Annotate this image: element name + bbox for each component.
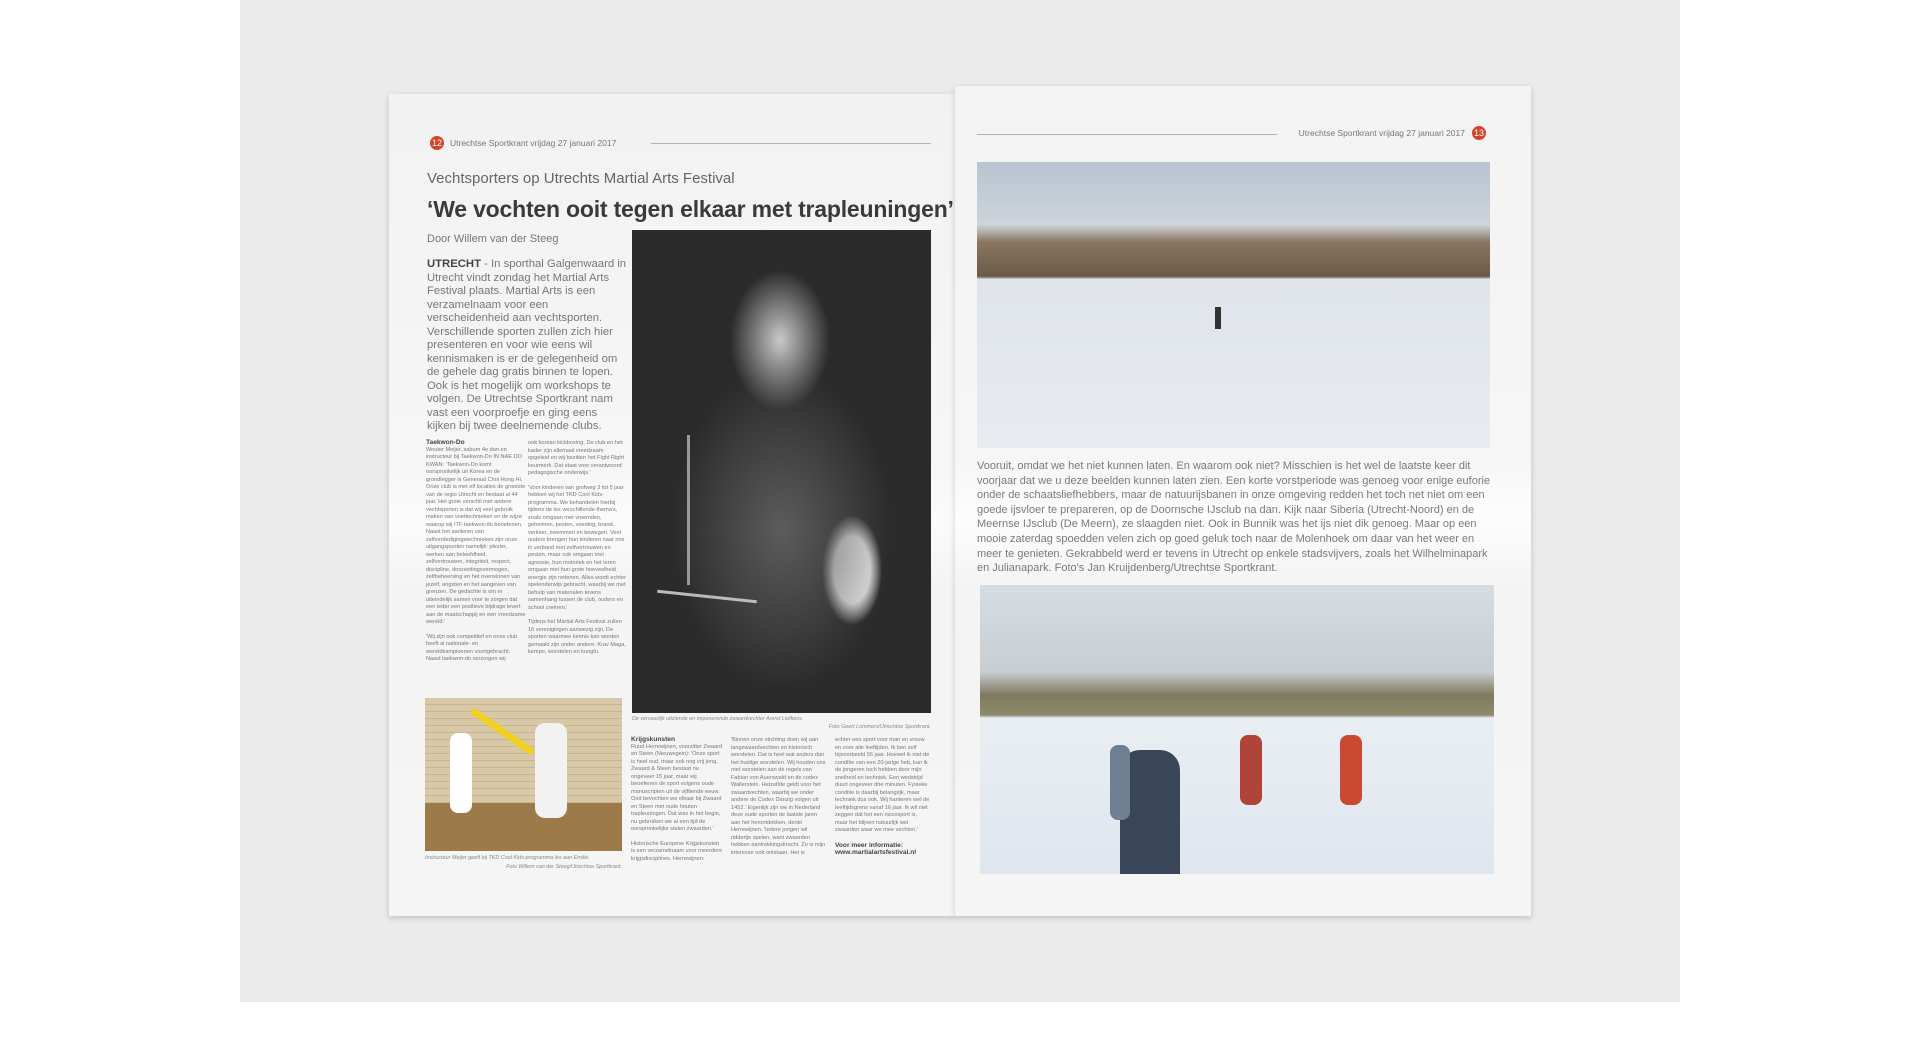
section-heading-taekwondo: Taekwon-Do <box>426 439 465 446</box>
column-taekwondo-2 <box>528 440 626 664</box>
header-rule <box>651 143 931 144</box>
page-number-badge: 12 <box>431 138 442 148</box>
article-subtitle: Vechtsporters op Utrechts Martial Arts Festival <box>427 170 735 187</box>
skaters-group-photo <box>980 585 1494 874</box>
page-header: Utrechtse Sportkrant vrijdag 27 januari 2017 <box>450 138 617 148</box>
paragraph: Historische Europese Krijgskunsten is een verzamelnaam voor meerdere krijgsdisciplines. Herrewijnen: <box>631 840 723 862</box>
paragraph: 'Binnen onze stichting doen wij aan langzwaardvechten en historisch worstelen. Dat is heel wat anders dan het huidige worstelen. Wij houden ons met worstelen aan de regels van Fabian von Auerswald en de codex Wallerstein. Hetzelfde geldt voor het zwaardvechten, waarbij we onder andere de Codex Danzig volgen uit 1452.' Eigenlijk zijn we in Nederland deze oude sporten de laatste jaren aan het herontdekken, denkt Herrewijnen. 'Iedere jongen wil riddertje spelen, want zwaarden hebben aantrekkingskracht. Zo is mijn interesse ook ontstaan. Het is <box>731 737 826 856</box>
column-krijgskunsten-1 <box>631 736 723 870</box>
foam-stick <box>470 707 535 756</box>
column-taekwondo-1 <box>426 439 526 671</box>
instructor-figure <box>535 723 567 818</box>
section-heading-krijgskunsten: Krijgskunsten <box>631 736 675 743</box>
more-info-label: Voor meer informatie: <box>835 841 904 849</box>
page-header: Utrechtse Sportkrant vrijdag 27 januari 2017 <box>1298 128 1465 138</box>
skater-figure <box>1110 745 1130 820</box>
more-info-link[interactable]: www.martialartsfestival.nl <box>835 849 917 856</box>
photo1-credit: Foto Willem van der Steeg/Utrechtse Sportkrant. <box>506 864 622 870</box>
dateline: UTRECHT <box>427 258 481 270</box>
right-page <box>955 86 1531 916</box>
article-intro <box>427 258 627 434</box>
taekwondo-photo <box>425 698 622 851</box>
skating-lake-photo <box>977 162 1490 448</box>
photo1-caption: Instructeur Meijer geeft bij TKD Cool Kids-programma les aan Emilie. <box>425 855 590 861</box>
byline: Door Willem van der Steeg <box>427 233 559 245</box>
paragraph: echter een sport voor man en vrouw en voor alle leeftijden. Ik ben zelf bijvoorbeeld 56 jaar. Hoewel ik niet de conditie van een 20-jarige heb, kan ik de jongeren toch hebben door mijn snelheid en techniek. Een wedstrijd duurt ongeveer drie minuten. Fysieke conditie is daarbij belangrijk, maar techniek dus ook. Wij hanteren wel de leeftijdsgrens vanaf 16 jaar. Ik wil niet zeggen dat het een risicosport is, maar het blijven natuurlijk wel zwaarden waar we mee vechten.' <box>835 737 930 833</box>
photo-story-text: Vooruit, omdat we het niet kunnen laten. En waarom ook niet? Misschien is het wel de laatste keer dit voorjaar dat we u deze beelden kunnen laten zien. Een korte vorstperiode was genoeg voor enige euforie onder de schaatsliefhebbers, maar de natuurijsbanen in onze omgeving redden het toch net niet om een goede ijsvloer te prepareren, op de Doornsche IJsclub na dan. Kijk naar Siberia (Utrecht-Noord) en de Meernse IJsclub (De Meern), ze slaagden niet. Ook in Bunnik was het ijs niet dik genoeg. Maar op een mooie zaterdag spoedden velen zich op goed geluk toch naar de Molenhoek om daar van het weer en meer te genieten. Gekrabbeld werd er tevens in Utrecht op enkele stadsvijvers, zoals het Wilhelminapark en Julianapark. Foto's Jan Kruijdenberg/Utrechtse Sportkrant. <box>977 460 1491 575</box>
skater-figure <box>1340 735 1362 805</box>
page-number-badge: 13 <box>1473 128 1484 138</box>
header-rule <box>977 134 1277 135</box>
paragraph: Tijdens het Martial Arts Festival zullen 16 verenigingen aanwezig zijn. De sporten waarmee kennis kan worden gemaakt zijn onder andere: Krav Maga, kempo, worstelen en kungfu. <box>528 619 626 655</box>
column-krijgskunsten-3 <box>835 737 931 857</box>
sword-hilt <box>687 435 690 585</box>
column-krijgskunsten-2 <box>731 737 827 864</box>
paragraph: Wouter Meijer, sabum 4e dan en instructeur bij Taekwon-Do IN NAE DO KWAN: 'Taekwon-Do komt oorspronkelijk uit Korea en de grondlegger is Generaal Choi Hong Hi. Onze club is met elf locaties de grootste van de regio Utrecht en bestaat al 44 jaar. Het grote verschil met andere vechtsporten is dat wij veel gebruik maken van voettechnieken en de wijze waarop wij ITF taekwon-do beoefenen. Naast het aanleren van zelfverdedigingstechnieken zijn onze uitgangspunten namelijk: plezier, werken aan beleefdheid, zelfvertrouwen, integriteit, respect, discipline, doorzettingsvermogen, zelfbeheersing en het overwinnen van jezelf, angsten en het aangeven van grenzen. De gedachte is om er uiteindelijk samen voor te zorgen dat een ieder een positieve bijdrage levert aan de maatschappij en een vreedzame wereld.' <box>426 446 526 625</box>
skater-figure <box>1240 735 1262 805</box>
paragraph: 'Voor kinderen van grofweg 3 tot 5 jaar hebben wij het TKD Cool Kids-programma. We behandelen hierbij tijdens de les verschillende thema's, zoals omgaan met vreemden, geheimen, pesten, voeding, brand, verkeer, zwemmen en bewegen. Veel ouders brengen hun kinderen naar ons in verband met zelfvertrouwen en pesten, maar ook omgaan met agressie, hun motoriek en het leren omgaan met hun grote hoeveelheid energie zijn redenen. Alles wordt echter spelenderwijs gebracht, waarbij we met behulp van materialen tevens samenhang tussen de club, ouders en school creëren.' <box>528 484 626 611</box>
child-figure <box>450 733 472 813</box>
article-headline: ‘We vochten ooit tegen elkaar met trapleuningen’ <box>427 196 954 222</box>
sword-crossguard <box>657 590 757 603</box>
photo2-caption: De vervaarlijk uitziende en imponerende zwaardvechter Arend Liefkens. <box>632 716 804 722</box>
paragraph: 'Wij zijn ook competitief en onze club heeft al nationale- en wereldkampioenen voortgebracht. Naast taekwon-do verzorgen wij <box>426 633 518 662</box>
intro-text: - In sporthal Galgenwaard in Utrecht vindt zondag het Martial Arts Festival plaats. Martial Arts is een verzamelnaam voor een verscheidenheid aan vechtsporten. Verschillende sporten zullen zich hier presenteren en voor wie eens wil kennismaken is er de gelegenheid om de gehele dag gratis binnen te lopen. Ook is het mogelijk om workshops te volgen. De Utrechtse Sportkrant nam vast een voorproefje en ging eens kijken bij twee deelnemende clubs. <box>427 258 627 432</box>
paragraph: ook korean kickboxing. De club en het kader zijn allemaal vreedzaam opgeleid en wij bezitten het Fight Right keurmerk. Dat staat voor verantwoord pedagogische onderwijs.' <box>528 440 625 476</box>
paragraph: Ruud Herrewijnen, voorzitter Zwaard en Steen (Nieuwegein): 'Onze sport is heel oud, maar ook nog vrij jong. Zwaard & Steen bestaat nu ongeveer 15 jaar, maar wij beoefenen de sport volgens oude manuscripten uit de vijftiende eeuw. Ooit bevochten we elkaar bij Zwaard en Steen met oude houten trapleuningen. Dat was in het begin, nu gebruiken we al een tijd de oorspronkelijke stalen zwaarden.' <box>631 743 723 832</box>
photo2-credit: Foto Geert Lommers/Utrechtse Sportkrant. <box>828 724 931 730</box>
left-page <box>389 94 955 916</box>
skater-figure <box>1215 307 1221 329</box>
swordfighter-photo <box>632 230 931 713</box>
